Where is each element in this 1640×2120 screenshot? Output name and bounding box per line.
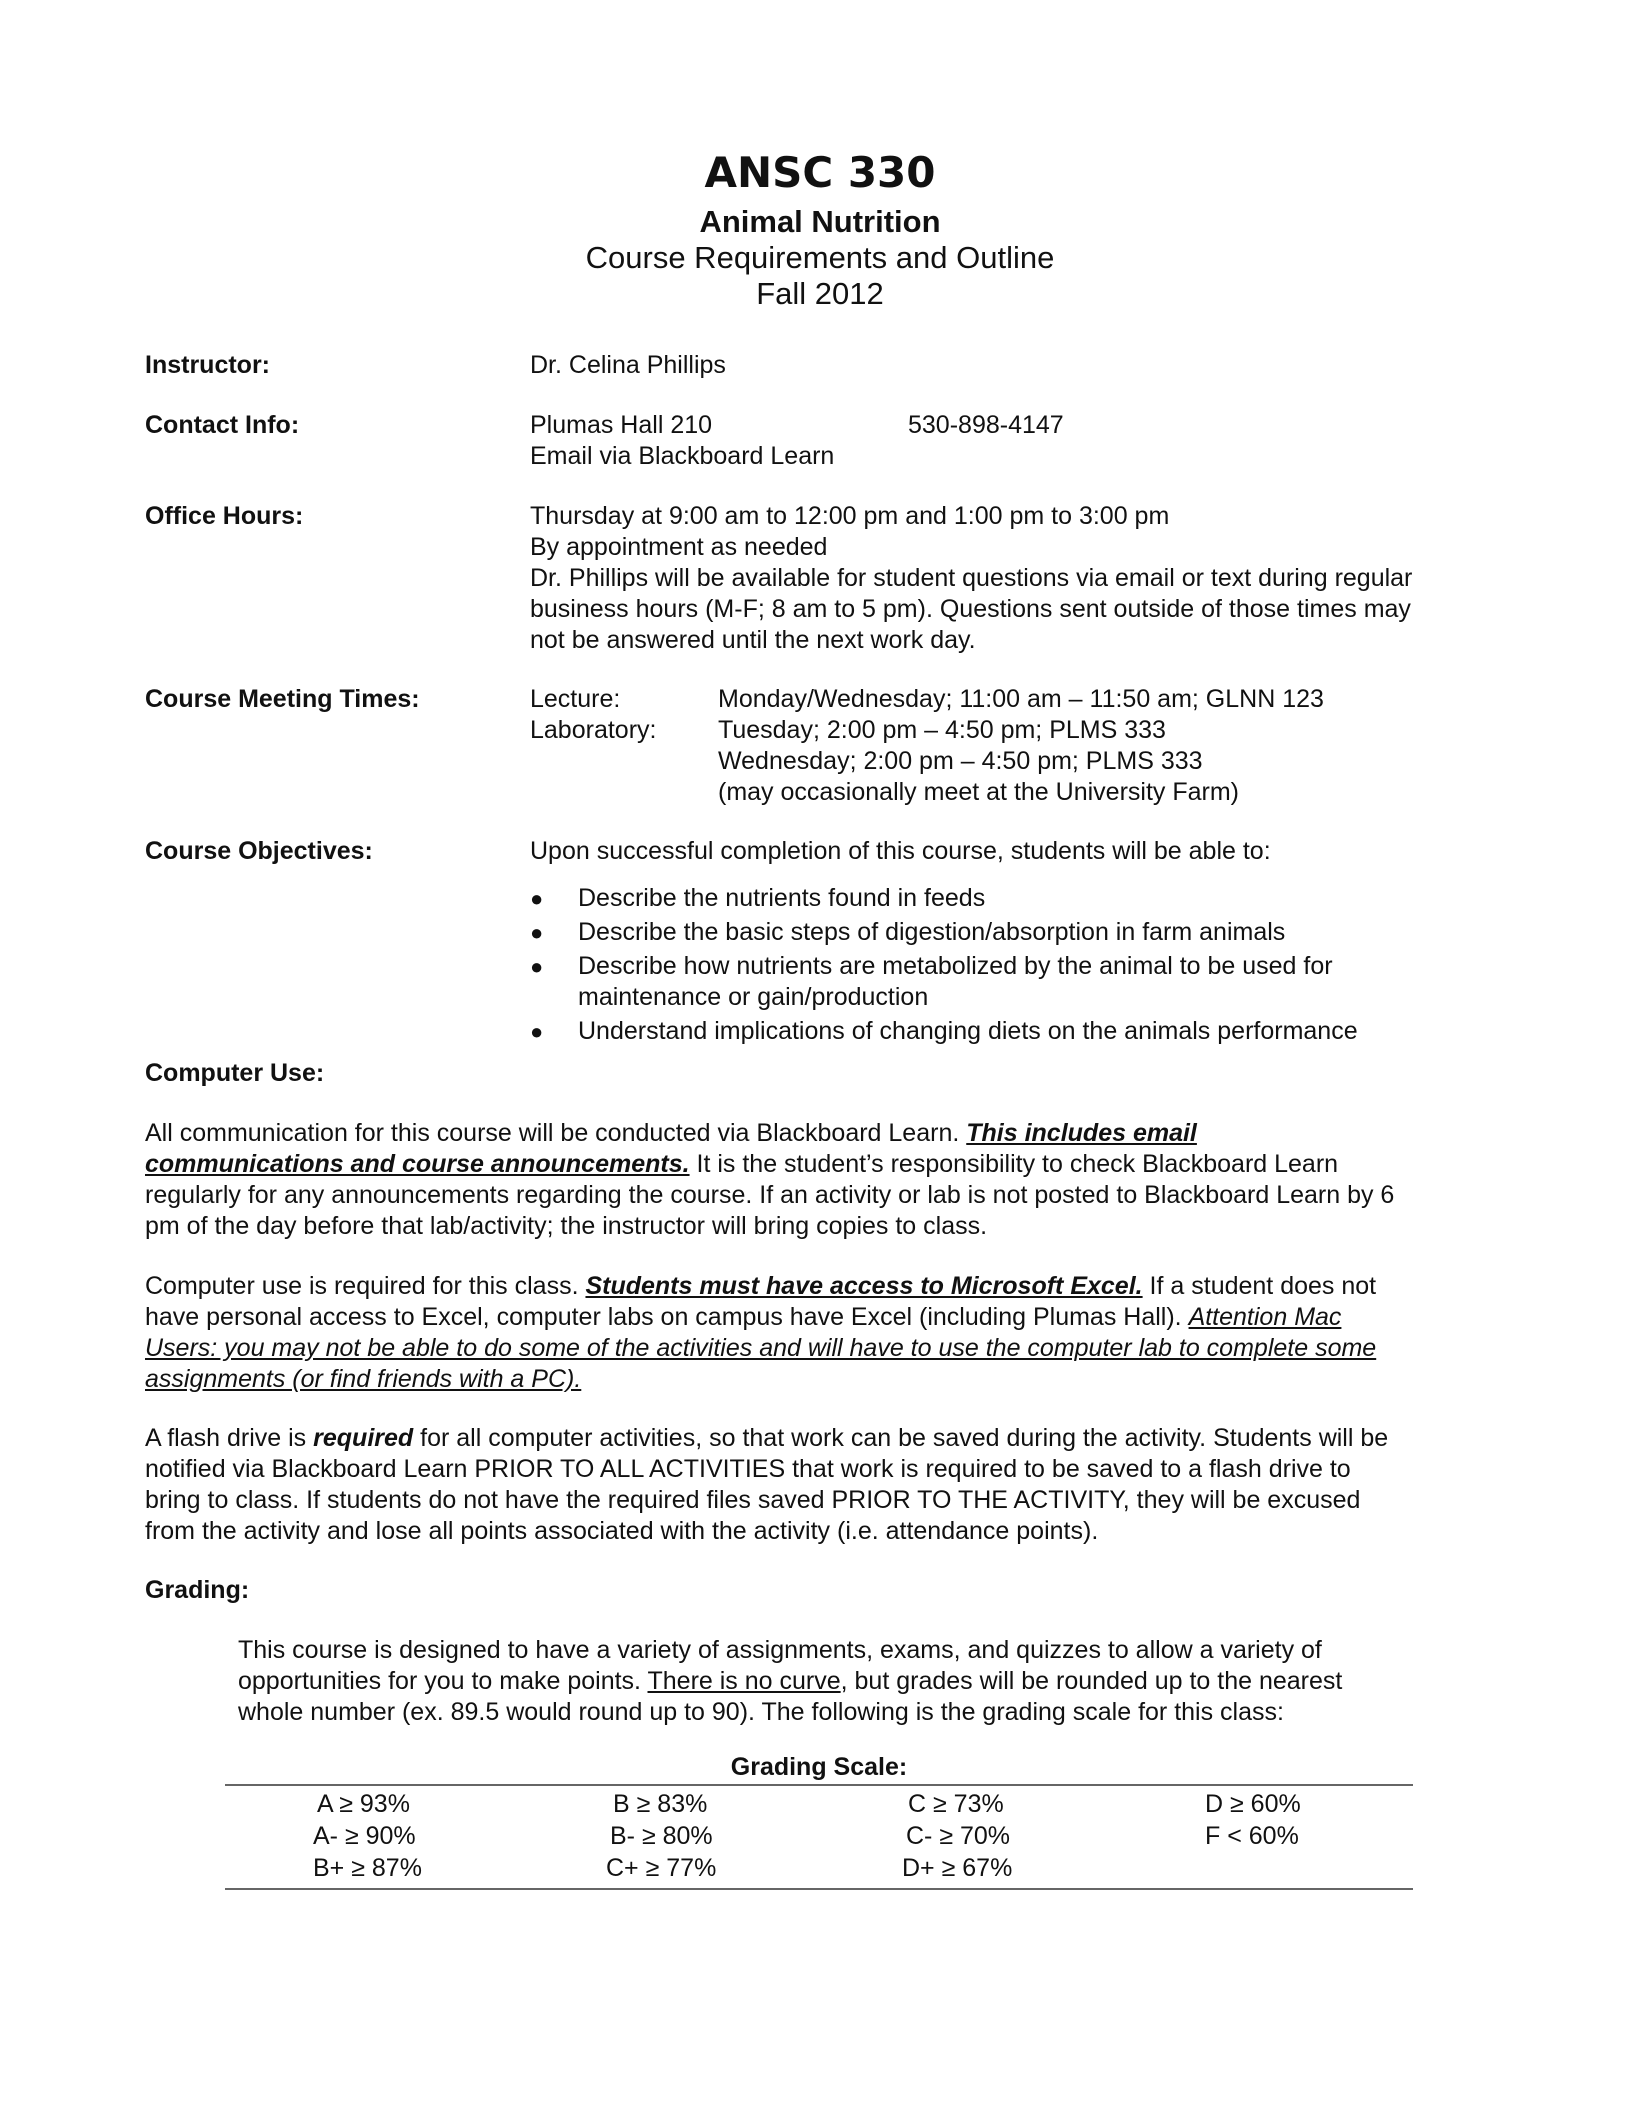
- course-subtitle: Course Requirements and Outline: [585, 240, 1055, 275]
- bullet-icon: ●: [530, 1019, 544, 1044]
- grading-scale-title: Grading Scale:: [730, 1753, 908, 1781]
- meeting-times-label: Course Meeting Times:: [145, 685, 420, 713]
- contact-label: Contact Info:: [145, 411, 300, 439]
- contact-email: Email via Blackboard Learn: [530, 442, 835, 470]
- lab-time-line: Wednesday; 2:00 pm – 4:50 pm; PLMS 333: [718, 747, 1203, 775]
- office-hours-label: Office Hours:: [145, 502, 304, 530]
- bullet-icon: ●: [530, 954, 544, 979]
- grading-scale-bottom-rule: [225, 1888, 1413, 1890]
- office-hours-line: By appointment as needed: [530, 533, 828, 561]
- office-hours-line: Dr. Phillips will be available for student questions via email or text during regular: [530, 564, 1413, 592]
- course-code: ANSC 330: [704, 148, 936, 197]
- lecture-label: Lecture:: [530, 685, 621, 713]
- instructor-value: Dr. Celina Phillips: [530, 351, 726, 379]
- grade-cell: B ≥ 83%: [613, 1790, 708, 1818]
- contact-office: Plumas Hall 210: [530, 411, 713, 439]
- lab-label: Laboratory:: [530, 716, 657, 744]
- computer-use-paragraph-3: A flash drive is required for all computer activities, so that work can be saved during the activity. Students will be notified via Blackboard Learn PRIOR TO ALL ACTIVITIES that work is required to be saved to a flash drive to bring to class. If students do not have the required files saved PRIOR TO THE ACTIVITY, they will be excused from the activity and lose all points associated with the activity (i.e. attendance points).: [145, 1424, 1389, 1545]
- contact-phone: 530-898-4147: [908, 411, 1064, 439]
- grade-cell: B+ ≥ 87%: [313, 1854, 422, 1882]
- office-hours-line: business hours (M-F; 8 am to 5 pm). Questions sent outside of those times may: [530, 595, 1411, 623]
- objectives-label: Course Objectives:: [145, 837, 373, 865]
- objective-item: ● Describe the basic steps of digestion/absorption in farm animals: [530, 918, 1286, 946]
- bullet-icon: ●: [530, 920, 544, 945]
- office-hours-line: not be answered until the next work day.: [530, 626, 976, 654]
- objective-item: ● Describe how nutrients are metabolized by the animal to be used for maintenance or gain/production: [530, 952, 1333, 1011]
- computer-use-paragraph-1: All communication for this course will be conducted via Blackboard Learn. This includes email communications and course announcements. It is the student’s responsibility to check Blackboard Learn regularly for any announcements regarding the course. If an activity or lab is not posted to Blackboard Learn by 6 pm of the day before that lab/activity; the instructor will bring copies to class.: [145, 1119, 1395, 1240]
- instructor-label: Instructor:: [145, 351, 270, 379]
- lecture-time: Monday/Wednesday; 11:00 am – 11:50 am; GLNN 123: [718, 685, 1324, 713]
- office-hours-text: [530, 501, 1412, 656]
- computer-use-paragraph-2: Computer use is required for this class. Students must have access to Microsoft Excel. If a student does not have personal access to Excel, computer labs on campus have Excel (including Plumas Hall). Attention Mac Users: you may not be able to do some of the activities and will have to use the computer lab to complete some assignments (or find friends with a PC).: [145, 1272, 1377, 1393]
- grade-cell: C- ≥ 70%: [906, 1822, 1011, 1850]
- grade-cell: C+ ≥ 77%: [606, 1854, 717, 1882]
- grade-cell: D ≥ 60%: [1205, 1790, 1301, 1818]
- objective-item: ● Understand implications of changing diets on the animals performance: [530, 1017, 1358, 1045]
- grading-heading: Grading:: [145, 1576, 250, 1604]
- grade-cell: A- ≥ 90%: [313, 1822, 416, 1850]
- office-hours-line: Thursday at 9:00 am to 12:00 pm and 1:00 pm to 3:00 pm: [530, 502, 1170, 530]
- grade-cell: D+ ≥ 67%: [902, 1854, 1013, 1882]
- grading-paragraph: This course is designed to have a variety of assignments, exams, and quizzes to allow a variety of opportunities for you to make points. There is no curve, but grades will be rounded up to the nearest whole number (ex. 89.5 would round up to 90). The following is the grading scale for this class:: [238, 1636, 1343, 1726]
- course-term: Fall 2012: [756, 276, 884, 311]
- grade-cell: A ≥ 93%: [317, 1790, 410, 1818]
- course-name: Animal Nutrition: [699, 204, 941, 239]
- lab-times: [718, 715, 1239, 808]
- objectives-intro: Upon successful completion of this course, students will be able to:: [530, 837, 1271, 865]
- grade-cell: B- ≥ 80%: [610, 1822, 713, 1850]
- grading-scale-top-rule: [225, 1784, 1413, 1786]
- grade-cell: F < 60%: [1205, 1822, 1299, 1850]
- grade-cell: C ≥ 73%: [908, 1790, 1004, 1818]
- bullet-icon: ●: [530, 886, 544, 911]
- objectives-list: [530, 883, 1430, 1050]
- lab-time-line: (may occasionally meet at the University Farm): [718, 778, 1239, 806]
- lab-time-line: Tuesday; 2:00 pm – 4:50 pm; PLMS 333: [718, 716, 1166, 744]
- computer-use-heading: Computer Use:: [145, 1059, 325, 1087]
- objective-item: ● Describe the nutrients found in feeds: [530, 884, 986, 912]
